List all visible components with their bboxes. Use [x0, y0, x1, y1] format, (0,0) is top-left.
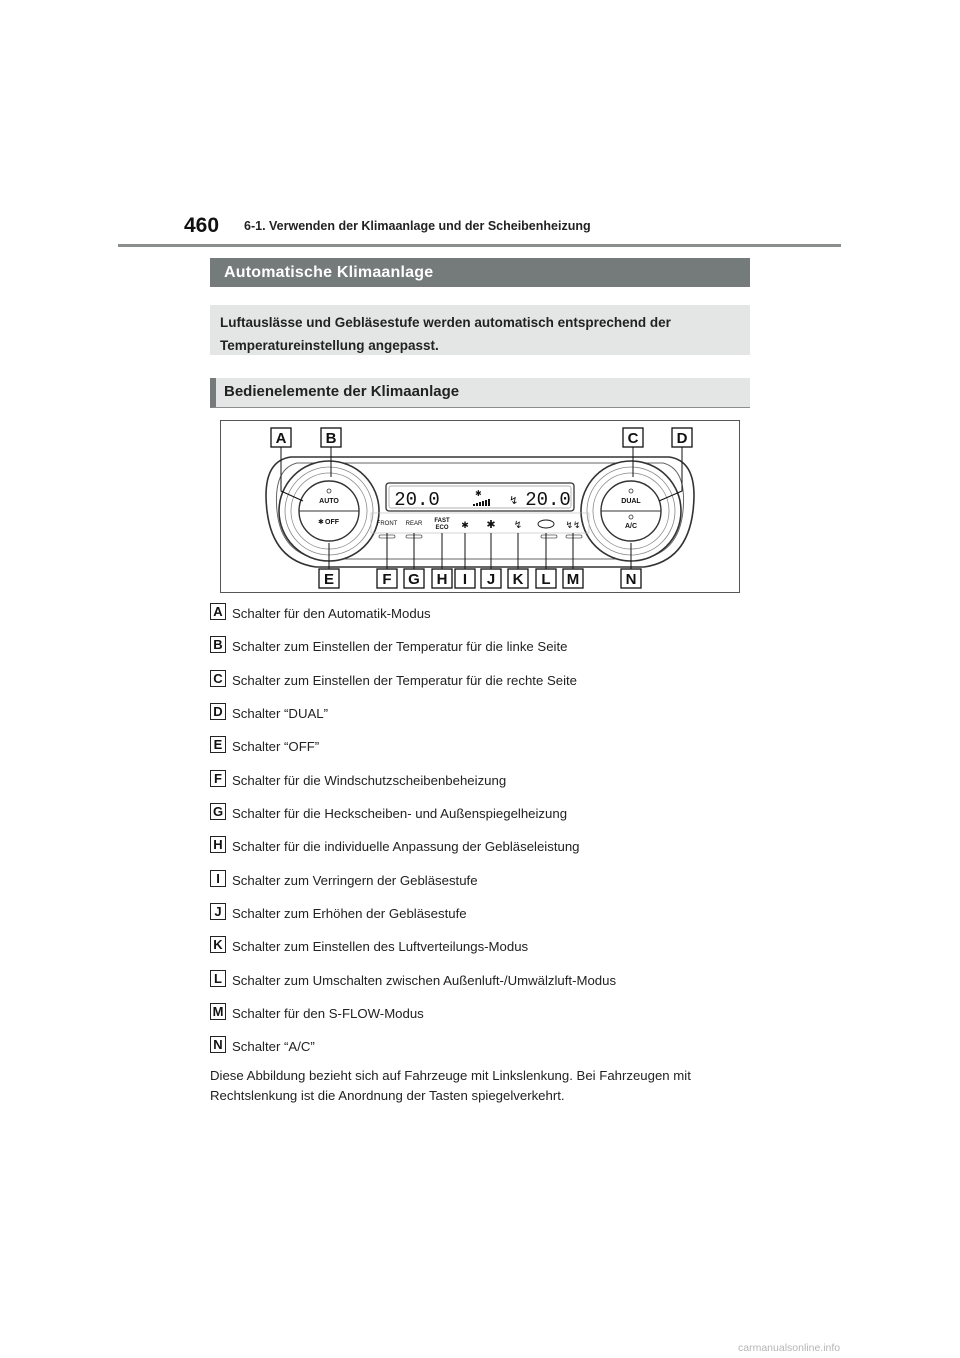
callout-description: Schalter “DUAL”: [232, 706, 329, 722]
callout-badge: K: [210, 936, 226, 953]
callout-g-marker: G: [408, 571, 420, 588]
auto-label: AUTO: [319, 498, 339, 505]
climate-control-figure: [220, 420, 740, 593]
climate-panel-illustration: [221, 421, 739, 592]
callout-a-marker: A: [275, 430, 287, 447]
list-item: [210, 936, 750, 969]
callout-description: Schalter zum Erhöhen der Gebläsestufe: [232, 906, 467, 922]
callout-description: Schalter “OFF”: [232, 739, 320, 755]
callout-badge: B: [210, 636, 226, 653]
callout-badge: J: [210, 903, 226, 920]
list-item: [210, 1036, 750, 1069]
top-callouts: [271, 428, 692, 447]
callout-badge: E: [210, 736, 226, 753]
callout-badge: M: [210, 1003, 226, 1020]
button-row: [371, 513, 589, 538]
callout-description: Schalter für den S-FLOW-Modus: [232, 1006, 424, 1022]
callout-description: Schalter zum Einstellen des Luftverteilungs-Modus: [232, 939, 529, 955]
callout-f-marker: F: [382, 571, 392, 588]
intro-text: Luftauslässe und Gebläsestufe werden automatisch entsprechend der Temperatureinstellung angepasst.: [210, 305, 750, 355]
dual-label: DUAL: [621, 498, 641, 505]
air-distribution-icon: ↯: [513, 520, 523, 531]
list-item: [210, 836, 750, 869]
callout-description: Schalter zum Verringern der Gebläsestufe: [232, 872, 478, 888]
callout-h-marker: H: [436, 571, 448, 588]
list-item: [210, 1003, 750, 1036]
page-number: 460: [184, 214, 220, 237]
list-item: [210, 603, 750, 636]
callout-badge: I: [210, 870, 226, 887]
airflow-mode-icon: ↯: [509, 495, 519, 507]
callout-description: Schalter zum Einstellen der Temperatur für die rechte Seite: [232, 672, 577, 688]
left-temp-readout: 20.0: [394, 489, 440, 511]
header-rule: [118, 244, 841, 247]
fan-icon: ✱: [318, 519, 324, 526]
callout-description: Schalter für die individuelle Anpassung der Gebläseleistung: [232, 839, 580, 855]
rear-label: REAR: [405, 521, 423, 527]
fan-high-icon: ✱: [486, 519, 496, 531]
callout-k-marker: K: [512, 571, 524, 588]
callout-badge: D: [210, 703, 226, 720]
list-item: [210, 670, 750, 703]
fast-label: FAST: [434, 518, 450, 524]
callout-description: Schalter für die Heckscheiben- und Außenspiegelheizung: [232, 806, 568, 822]
callout-b-marker: B: [325, 430, 337, 447]
off-label: OFF: [325, 519, 339, 526]
callout-badge: L: [210, 970, 226, 987]
watermark[interactable]: carmanualsonline.info: [738, 1342, 841, 1354]
subsection-title: Bedienelemente der Klimaanlage: [210, 378, 750, 408]
eco-label: ECO: [435, 525, 449, 531]
callout-e-marker: E: [323, 571, 335, 588]
list-item: [210, 770, 750, 803]
section-title: Automatische Klimaanlage: [210, 258, 750, 287]
callout-d-marker: D: [676, 430, 688, 447]
list-item: [210, 636, 750, 669]
list-item: [210, 870, 750, 903]
callout-legend: [210, 603, 750, 1070]
callout-description: Schalter zum Einstellen der Temperatur für die linke Seite: [232, 639, 568, 655]
callout-badge: H: [210, 836, 226, 853]
svg-text:✱: ✱: [475, 489, 482, 498]
callout-badge: N: [210, 1036, 226, 1053]
list-item: [210, 803, 750, 836]
fan-low-icon: ✱: [461, 520, 469, 530]
callout-badge: A: [210, 603, 226, 620]
right-temp-readout: 20.0: [525, 489, 571, 511]
list-item: [210, 970, 750, 1003]
list-item: [210, 903, 750, 936]
ac-label: A/C: [624, 523, 638, 530]
callout-description: Schalter “A/C”: [232, 1039, 315, 1055]
front-label: FRONT: [376, 521, 398, 527]
callout-description: Schalter zum Umschalten zwischen Außenluft-/Umwälzluft-Modus: [232, 972, 617, 988]
callout-n-marker: N: [625, 571, 637, 588]
callout-l-marker: L: [541, 571, 551, 588]
callout-badge: F: [210, 770, 226, 787]
callout-i-marker: I: [462, 571, 468, 588]
recirculation-icon: [538, 520, 554, 528]
callout-description: Schalter für den Automatik-Modus: [232, 606, 431, 621]
list-item: [210, 703, 750, 736]
running-title: 6-1. Verwenden der Klimaanlage und der Scheibenheizung: [244, 219, 591, 233]
center-display: [386, 483, 574, 511]
callout-j-marker: J: [486, 571, 496, 588]
callout-description: Schalter für die Windschutzscheibenbeheizung: [232, 772, 507, 788]
callout-badge: G: [210, 803, 226, 820]
callout-m-marker: M: [566, 571, 580, 588]
bottom-callouts: [319, 569, 641, 588]
callout-badge: C: [210, 670, 226, 687]
list-item: [210, 736, 750, 769]
callout-c-marker: C: [627, 430, 639, 447]
footnote-text: Diese Abbildung bezieht sich auf Fahrzeuge mit Linkslenkung. Bei Fahrzeugen mit Rechtslenkung ist die Anordnung der Tasten spiegelverkehrt.: [210, 1068, 691, 1103]
s-flow-icon: ↯↯: [565, 520, 581, 530]
